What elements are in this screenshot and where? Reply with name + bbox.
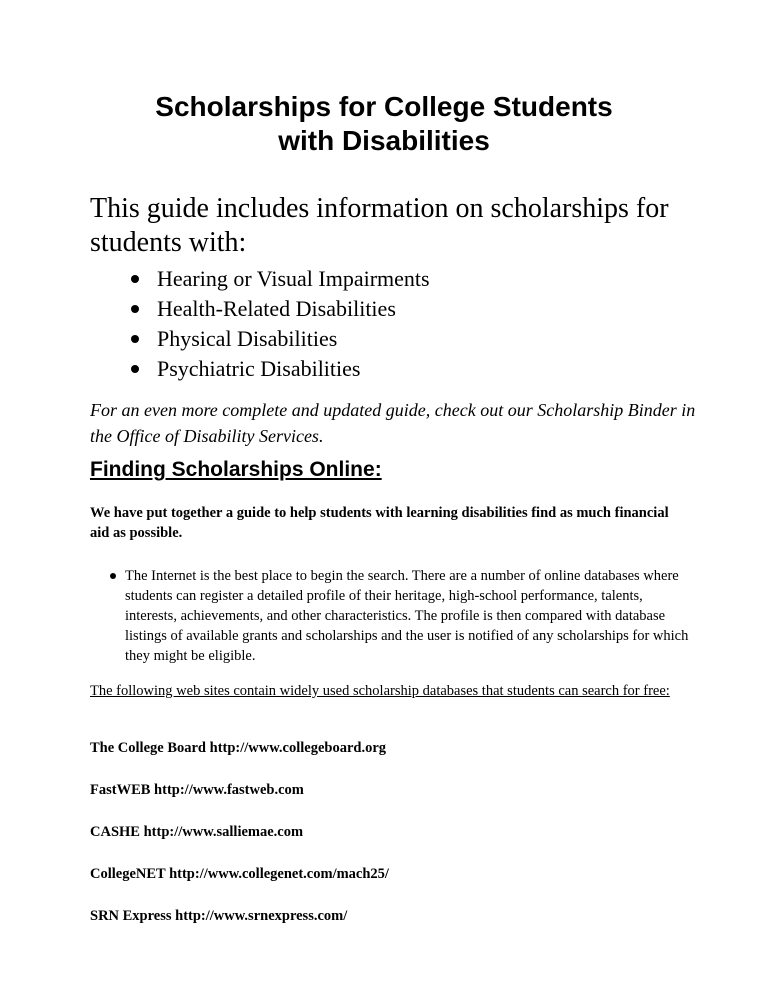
- list-item: [130, 354, 690, 384]
- binder-note: For an even more complete and updated guide, check out our Scholarship Binder in the Office of Disability Services.: [90, 400, 696, 446]
- site-name: CollegeNET: [90, 866, 166, 882]
- site-link[interactable]: http://www.srnexpress.com/: [175, 908, 348, 924]
- section-heading: Finding Scholarships Online:: [90, 458, 382, 481]
- list-item-label: Physical Disabilities: [157, 326, 338, 351]
- site-entry: [90, 864, 389, 884]
- title-line-2: with Disabilities: [278, 125, 490, 156]
- site-entry: [90, 738, 386, 758]
- site-name: FastWEB: [90, 782, 151, 798]
- lead-paragraph: We have put together a guide to help students with learning disabilities find as much financial aid as possible.: [90, 505, 669, 541]
- site-entry: [90, 822, 303, 842]
- internet-bullet-text: The Internet is the best place to begin the search. There are a number of online databases where students can register a detailed profile of their heritage, high-school performance, talents, interests, achievements, and other characteristics. The profile is then compared with database listings of available grants and scholarships and the user is notified of any scholarships for which they might be eligible.: [125, 568, 689, 664]
- bullet-icon: [131, 365, 139, 373]
- list-item-label: Psychiatric Disabilities: [157, 356, 361, 381]
- bullet-icon: [131, 335, 139, 343]
- site-name: CASHE: [90, 824, 140, 840]
- site-entry: [90, 780, 304, 800]
- sites-intro: The following web sites contain widely used scholarship databases that students can search for free:: [90, 683, 670, 699]
- bullet-icon: [131, 305, 139, 313]
- internet-bullet: [106, 566, 696, 666]
- site-link[interactable]: http://www.collegenet.com/mach25/: [169, 866, 389, 882]
- site-name: The College Board: [90, 740, 206, 756]
- site-link[interactable]: http://www.salliemae.com: [143, 824, 304, 840]
- title-line-1: Scholarships for College Students: [155, 91, 613, 122]
- list-item: [130, 264, 690, 294]
- site-link[interactable]: http://www.collegeboard.org: [209, 740, 387, 756]
- site-entry: [90, 906, 347, 926]
- bullet-icon: [131, 275, 139, 283]
- intro-paragraph: This guide includes information on scholarships for students with:: [90, 193, 669, 258]
- bullet-icon: [110, 573, 116, 579]
- list-item-label: Hearing or Visual Impairments: [157, 266, 430, 291]
- disability-category-list: [130, 264, 690, 384]
- list-item: [130, 294, 690, 324]
- list-item-label: Health-Related Disabilities: [157, 296, 396, 321]
- list-item: [130, 324, 690, 354]
- page-title: [0, 90, 768, 158]
- site-name: SRN Express: [90, 908, 172, 924]
- site-link[interactable]: http://www.fastweb.com: [154, 782, 304, 798]
